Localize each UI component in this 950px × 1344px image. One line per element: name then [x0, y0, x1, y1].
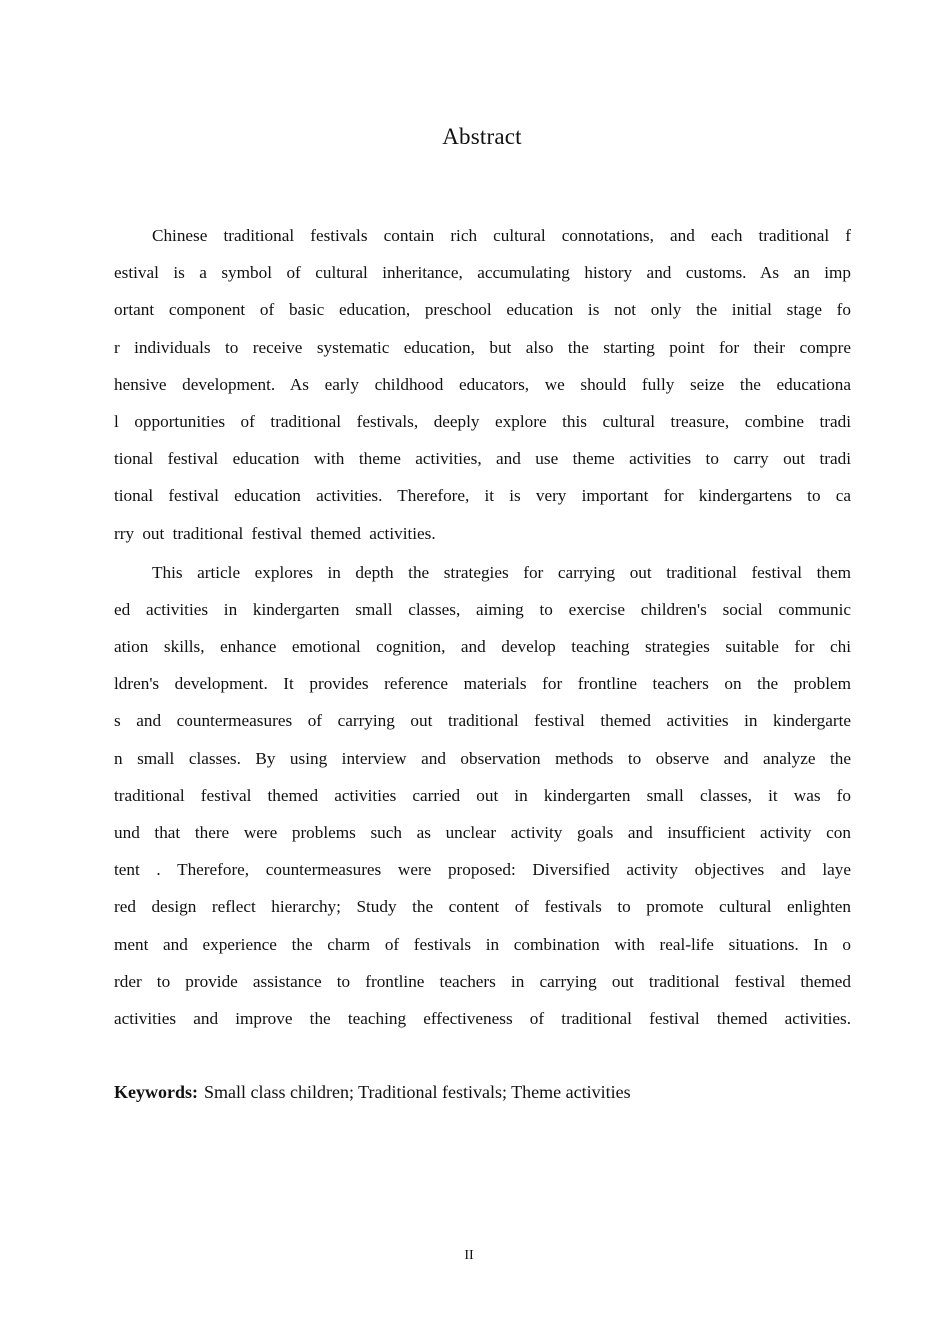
paragraph-2 — [114, 554, 851, 1037]
text-line: This article explores in depth the strategies for carrying out traditional festival them — [152, 562, 851, 582]
text-line: estival is a symbol of cultural inheritance, accumulating history and customs. As an imp — [114, 263, 851, 283]
text-line: activities and improve the teaching effectiveness of traditional festival themed activities. — [114, 1008, 851, 1028]
text-line: s and countermeasures of carrying out traditional festival themed activities in kindergarte — [114, 711, 851, 731]
page-title: Abstract — [442, 124, 522, 149]
text-line: ment and experience the charm of festivals in combination with real-life situations. In o — [114, 934, 851, 954]
text-line: ation skills, enhance emotional cognition, and develop teaching strategies suitable for chi — [114, 637, 851, 657]
keywords-value: Small class children; Traditional festivals; Theme activities — [204, 1082, 631, 1102]
text-line: tional festival education with theme activities, and use theme activities to carry out tradi — [114, 449, 851, 469]
text-line: tent . Therefore, countermeasures were proposed: Diversified activity objectives and laye — [114, 860, 851, 880]
text-line: ldren's development. It provides reference materials for frontline teachers on the problem — [114, 674, 851, 694]
text-line: rder to provide assistance to frontline teachers in carrying out traditional festival themed — [114, 971, 851, 991]
text-line: l opportunities of traditional festivals, deeply explore this cultural treasure, combine tradi — [114, 411, 851, 431]
text-line: r individuals to receive systematic education, but also the starting point for their compre — [114, 337, 851, 357]
paragraph-1 — [114, 217, 851, 552]
text-line: und that there were problems such as unclear activity goals and insufficient activity con — [114, 823, 851, 842]
keywords-label: Keywords: — [114, 1082, 198, 1102]
text-line: hensive development. As early childhood educators, we should fully seize the educationa — [114, 374, 851, 394]
text-line: Chinese traditional festivals contain rich cultural connotations, and each traditional f — [152, 226, 851, 245]
text-line: n small classes. By using interview and observation methods to observe and analyze the — [114, 748, 851, 768]
text-line: rry out traditional festival themed activities. — [114, 523, 436, 543]
text-line: ed activities in kindergarten small classes, aiming to exercise children's social communic — [114, 599, 851, 619]
keywords — [114, 1078, 631, 1106]
text-line: tional festival education activities. Therefore, it is very important for kindergartens to ca — [114, 486, 851, 506]
abstract-body — [114, 217, 851, 1037]
text-line: red design reflect hierarchy; Study the content of festivals to promote cultural enlighten — [114, 897, 851, 917]
text-line: traditional festival themed activities carried out in kindergarten small classes, it was fo — [114, 785, 851, 805]
text-line: ortant component of basic education, preschool education is not only the initial stage fo — [114, 300, 851, 320]
page-number: II — [464, 1248, 474, 1263]
